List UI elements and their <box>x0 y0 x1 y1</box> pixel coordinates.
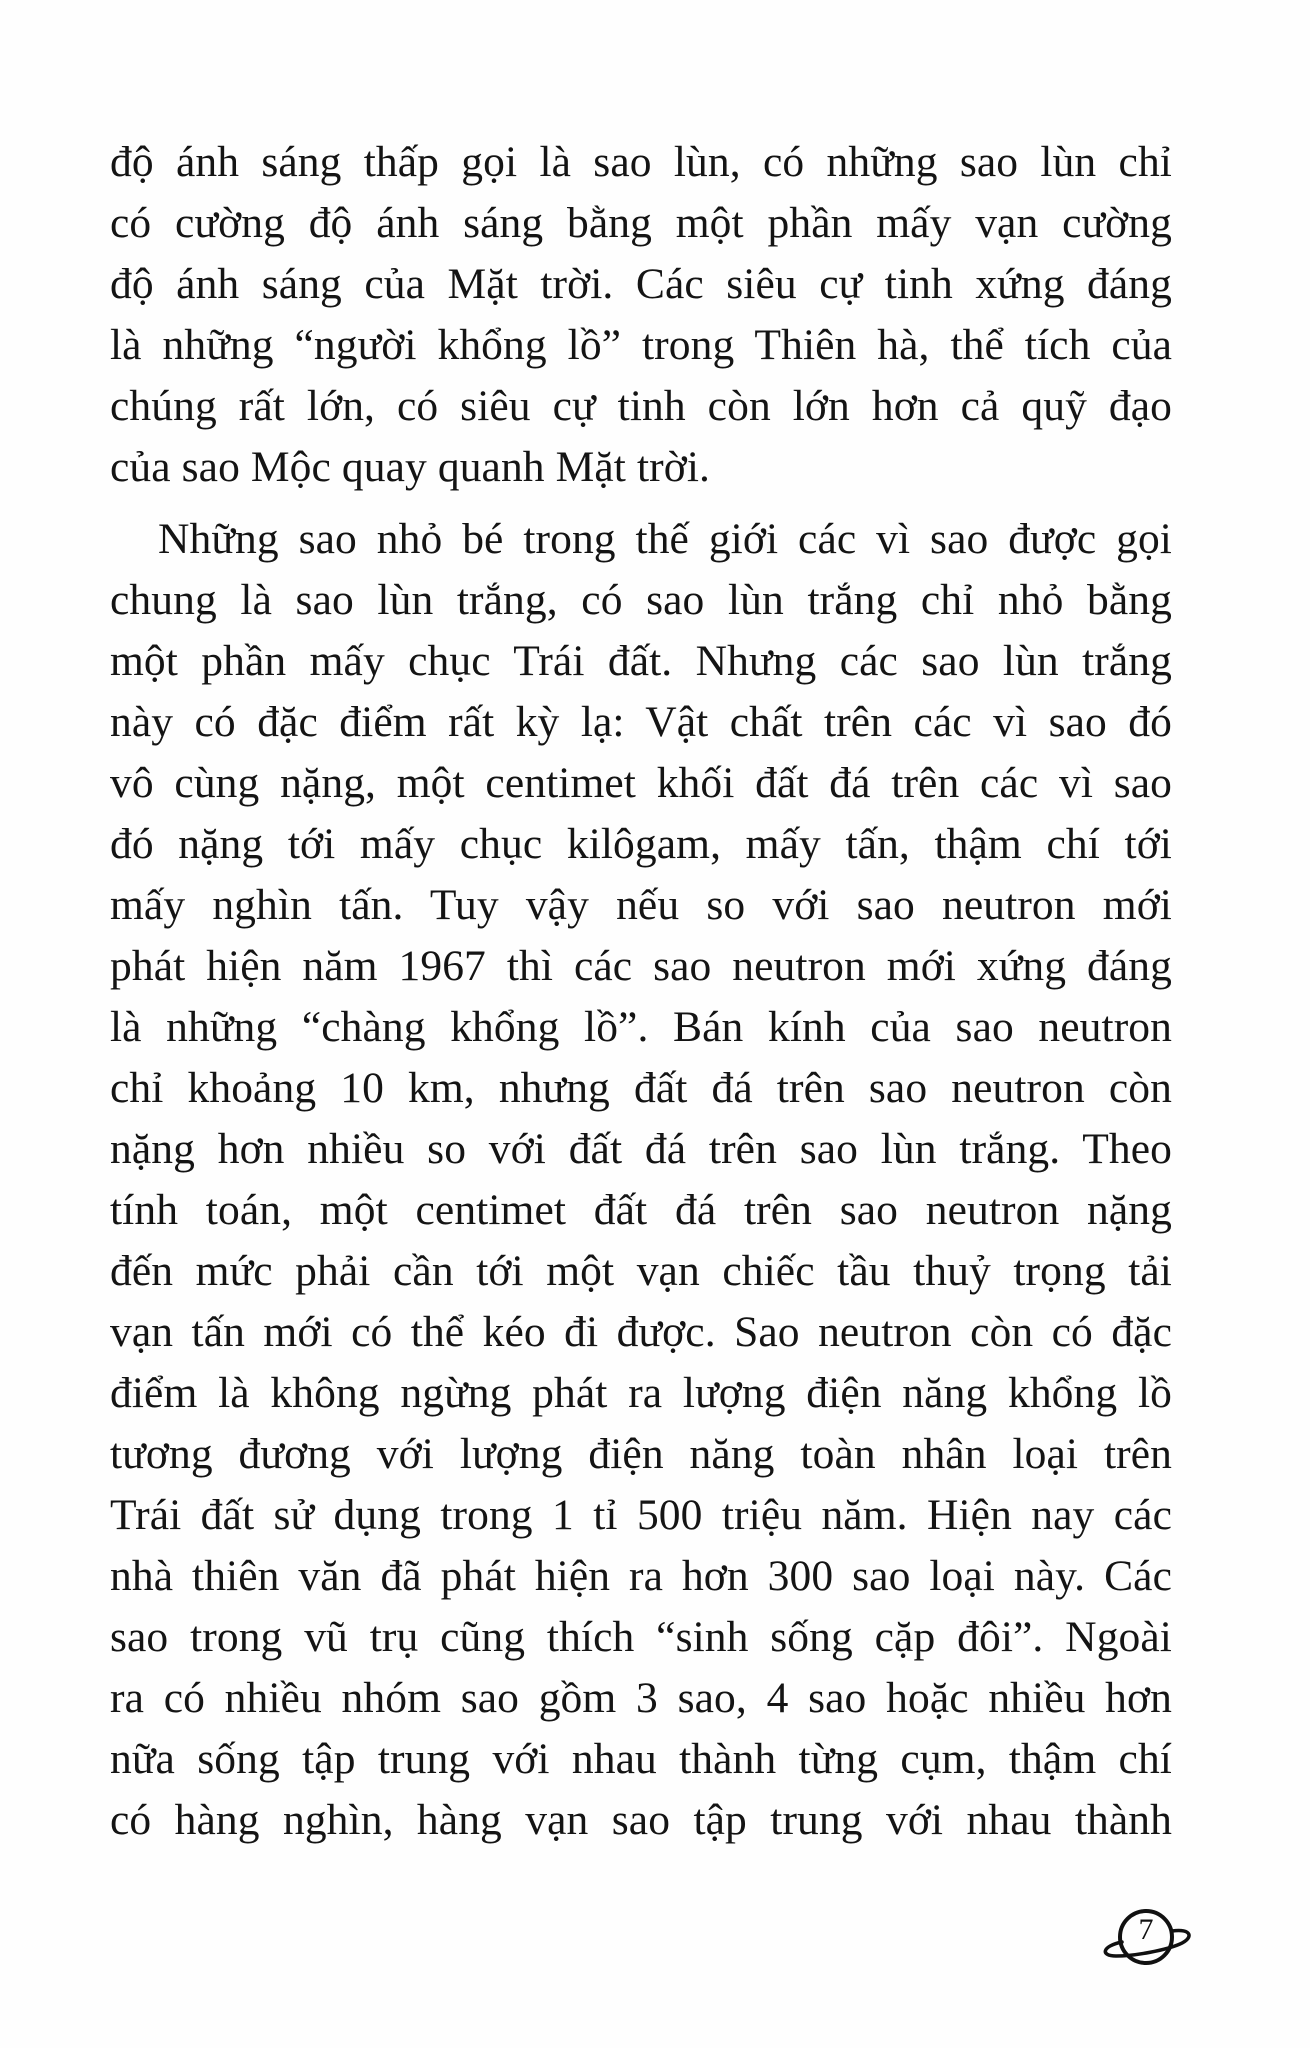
text-line: phát hiện năm 1967 thì các sao neutron mới xứng đáng <box>110 942 1172 990</box>
text-line: chỉ khoảng 10 km, nhưng đất đá trên sao neutron còn <box>110 1064 1172 1112</box>
text-line: Những sao nhỏ bé trong thế giới các vì sao được gọi <box>158 515 1172 563</box>
text-line: của sao Mộc quay quanh Mặt trời. <box>110 443 711 491</box>
text-line: là những “người khổng lồ” trong Thiên hà, thể tích của <box>110 321 1172 369</box>
text-line: tính toán, một centimet đất đá trên sao neutron nặng <box>110 1186 1172 1234</box>
text-line: chúng rất lớn, có siêu cự tinh còn lớn hơn cả quỹ đạo <box>110 382 1172 430</box>
text-line: mấy nghìn tấn. Tuy vậy nếu so với sao neutron mới <box>110 881 1172 929</box>
paragraph-gap <box>110 498 1172 509</box>
text-line: nữa sống tập trung với nhau thành từng cụm, thậm chí <box>110 1735 1172 1783</box>
text-line: chung là sao lùn trắng, có sao lùn trắng chỉ nhỏ bằng <box>110 576 1172 624</box>
text-line: sao trong vũ trụ cũng thích “sinh sống cặp đôi”. Ngoài <box>110 1613 1172 1661</box>
text-line: một phần mấy chục Trái đất. Nhưng các sao lùn trắng <box>110 637 1172 685</box>
text-line: đến mức phải cần tới một vạn chiếc tầu thuỷ trọng tải <box>110 1247 1172 1295</box>
text-line: vô cùng nặng, một centimet khối đất đá trên các vì sao <box>110 759 1172 807</box>
text-line: đó nặng tới mấy chục kilôgam, mấy tấn, thậm chí tới <box>110 820 1172 868</box>
text-line: vạn tấn mới có thể kéo đi được. Sao neutron còn có đặc <box>110 1308 1172 1356</box>
text-line: này có đặc điểm rất kỳ lạ: Vật chất trên các vì sao đó <box>110 698 1172 746</box>
page-number: 7 <box>1138 1913 1154 1946</box>
text-line: là những “chàng khổng lồ”. Bán kính của sao neutron <box>110 1003 1172 1051</box>
book-page-text <box>110 132 1172 1851</box>
text-line: tương đương với lượng điện năng toàn nhân loại trên <box>110 1430 1172 1478</box>
text-line: điểm là không ngừng phát ra lượng điện năng khổng lồ <box>110 1369 1172 1417</box>
text-line: độ ánh sáng thấp gọi là sao lùn, có những sao lùn chỉ <box>110 138 1172 186</box>
text-line: Trái đất sử dụng trong 1 tỉ 500 triệu năm. Hiện nay các <box>110 1491 1172 1539</box>
paragraph-1 <box>110 132 1172 498</box>
text-line: có cường độ ánh sáng bằng một phần mấy vạn cường <box>110 199 1172 247</box>
text-line: độ ánh sáng của Mặt trời. Các siêu cự tinh xứng đáng <box>110 260 1172 308</box>
text-line: ra có nhiều nhóm sao gồm 3 sao, 4 sao hoặc nhiều hơn <box>110 1674 1172 1722</box>
text-line: có hàng nghìn, hàng vạn sao tập trung với nhau thành <box>110 1796 1172 1844</box>
paragraph-2 <box>110 509 1172 1851</box>
text-line: nhà thiên văn đã phát hiện ra hơn 300 sao loại này. Các <box>110 1552 1172 1600</box>
page-number-badge <box>1096 1904 1196 1970</box>
text-line: nặng hơn nhiều so với đất đá trên sao lùn trắng. Theo <box>110 1125 1172 1173</box>
